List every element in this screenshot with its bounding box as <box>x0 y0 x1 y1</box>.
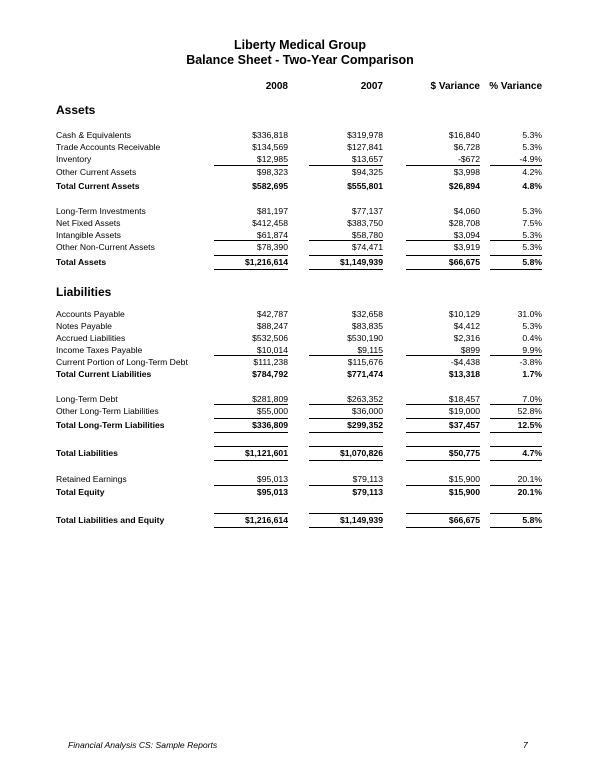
percent-variance: 5.3% <box>522 230 542 240</box>
value-2007: $94,325 <box>309 167 383 177</box>
row-label: Total Current Liabilities <box>56 369 152 379</box>
row-label: Other Current Assets <box>56 167 137 177</box>
dollar-variance: $50,775 <box>406 448 480 458</box>
column-header-2007: 2007 <box>360 81 383 92</box>
value-2008: $95,013 <box>214 487 288 497</box>
value-2008: $134,569 <box>252 142 288 152</box>
dollar-variance: $13,318 <box>448 369 480 379</box>
value-2008: $281,809 <box>252 394 288 404</box>
percent-variance: 4.2% <box>490 167 542 177</box>
value-2007: $83,835 <box>351 321 383 331</box>
total-row <box>0 418 600 430</box>
dollar-variance: $66,675 <box>406 515 480 525</box>
dollar-variance: $15,900 <box>406 487 480 497</box>
dollar-variance: $26,894 <box>448 181 480 191</box>
percent-variance: 1.7% <box>522 369 542 379</box>
row-label: Accounts Payable <box>56 309 125 319</box>
table-row <box>0 472 600 484</box>
value-2007: $13,657 <box>351 154 383 164</box>
table-row <box>0 140 600 152</box>
value-2008: $78,390 <box>214 242 288 252</box>
dollar-variance: $66,675 <box>406 257 480 267</box>
value-2008: $81,197 <box>256 206 288 216</box>
value-2008: $532,506 <box>252 333 288 343</box>
table-row <box>0 228 600 240</box>
value-2008: $412,458 <box>252 218 288 228</box>
percent-variance: -4.9% <box>519 154 542 164</box>
value-2007: $36,000 <box>309 406 383 416</box>
total-row <box>0 367 600 379</box>
percent-variance: 31.0% <box>517 309 542 319</box>
table-row <box>0 216 600 228</box>
column-header-percent-variance: % Variance <box>489 81 542 92</box>
value-2008: $98,323 <box>214 167 288 177</box>
value-2007: $263,352 <box>347 394 383 404</box>
row-label: Total Liabilities and Equity <box>56 515 165 525</box>
row-label: Total Assets <box>56 257 107 267</box>
table-row <box>0 404 600 416</box>
dollar-variance: $3,998 <box>406 167 480 177</box>
row-label: Total Liabilities <box>56 448 118 458</box>
percent-variance: 5.3% <box>490 242 542 252</box>
percent-variance: 5.3% <box>522 321 542 331</box>
value-2007: $115,676 <box>309 357 383 367</box>
value-2008: $42,787 <box>256 309 288 319</box>
percent-variance: 20.1% <box>517 474 542 484</box>
row-label: Retained Earnings <box>56 474 127 484</box>
value-2008: $784,792 <box>252 369 288 379</box>
percent-variance: 5.8% <box>490 515 542 525</box>
value-2007: $1,149,939 <box>309 515 383 525</box>
page-number: 7 <box>523 740 528 750</box>
company-name: Liberty Medical Group <box>234 38 366 52</box>
dollar-variance: $2,316 <box>453 333 480 343</box>
row-label: Trade Accounts Receivable <box>56 142 161 152</box>
value-2007: $74,471 <box>309 242 383 252</box>
value-2007: $32,658 <box>351 309 383 319</box>
row-label: Inventory <box>56 154 92 164</box>
value-2008: $336,818 <box>252 130 288 140</box>
total-row <box>0 446 600 458</box>
row-label: Income Taxes Payable <box>56 345 143 355</box>
column-header-dollar-variance: $ Variance <box>430 81 480 92</box>
dollar-variance: $16,840 <box>448 130 480 140</box>
table-row <box>0 307 600 319</box>
row-label: Current Portion of Long-Term Debt <box>56 357 188 367</box>
row-label: Net Fixed Assets <box>56 218 121 228</box>
value-2008: $12,985 <box>256 154 288 164</box>
row-label: Accrued Liabilities <box>56 333 126 343</box>
value-2007: $79,113 <box>309 487 383 497</box>
section-heading-assets: Assets <box>56 103 96 117</box>
value-2008: $1,216,614 <box>214 515 288 525</box>
row-label: Cash & Equivalents <box>56 130 131 140</box>
total-row <box>0 485 600 497</box>
dollar-variance: $10,129 <box>448 309 480 319</box>
total-row <box>0 513 600 525</box>
value-2007: $79,113 <box>352 474 383 484</box>
dollar-variance: $6,728 <box>453 142 480 152</box>
value-2007: $555,801 <box>347 181 383 191</box>
percent-variance: -3.8% <box>490 357 542 367</box>
table-row <box>0 240 600 252</box>
total-row <box>0 255 600 267</box>
dollar-variance: -$4,438 <box>406 357 480 367</box>
value-2008: $95,013 <box>256 474 288 484</box>
value-2008: $88,247 <box>256 321 288 331</box>
percent-variance: 52.8% <box>490 406 542 416</box>
percent-variance: 0.4% <box>522 333 542 343</box>
value-2007: $77,137 <box>351 206 383 216</box>
value-2007: $319,978 <box>347 130 383 140</box>
value-2008: $55,000 <box>214 406 288 416</box>
row-label: Notes Payable <box>56 321 112 331</box>
percent-variance: 4.7% <box>490 448 542 458</box>
percent-variance: 5.3% <box>522 142 542 152</box>
value-2007: $1,070,826 <box>309 448 383 458</box>
table-row <box>0 165 600 177</box>
percent-variance: 4.8% <box>522 181 542 191</box>
table-row <box>0 331 600 343</box>
row-label: Total Long-Term Liabilities <box>56 420 165 430</box>
table-row <box>0 204 600 216</box>
dollar-variance: $19,000 <box>406 406 480 416</box>
dollar-variance: $4,060 <box>453 206 480 216</box>
dollar-variance: $15,900 <box>448 474 480 484</box>
dollar-variance: $37,457 <box>406 420 480 430</box>
value-2008: $10,014 <box>256 345 288 355</box>
row-label: Total Equity <box>56 487 105 497</box>
row-label: Long-Term Investments <box>56 206 146 216</box>
dollar-variance: $4,412 <box>453 321 480 331</box>
value-2008: $1,216,614 <box>214 257 288 267</box>
table-row <box>0 343 600 355</box>
value-2007: $1,149,939 <box>309 257 383 267</box>
dollar-variance: -$672 <box>458 154 480 164</box>
value-2007: $299,352 <box>309 420 383 430</box>
report-title: Balance Sheet - Two-Year Comparison <box>186 53 414 67</box>
value-2008: $582,695 <box>252 181 288 191</box>
value-2008: $61,874 <box>256 230 288 240</box>
dollar-variance: $18,457 <box>448 394 480 404</box>
dollar-variance: $3,094 <box>453 230 480 240</box>
dollar-variance: $899 <box>460 345 480 355</box>
table-row <box>0 128 600 140</box>
total-row <box>0 179 600 191</box>
percent-variance: 9.9% <box>522 345 542 355</box>
row-label: Other Non-Current Assets <box>56 242 155 252</box>
percent-variance: 5.8% <box>490 257 542 267</box>
value-2008: $111,238 <box>214 357 288 367</box>
dollar-variance: $3,919 <box>406 242 480 252</box>
table-row <box>0 392 600 404</box>
row-label: Intangible Assets <box>56 230 121 240</box>
column-header-2008: 2008 <box>265 81 288 92</box>
percent-variance: 12.5% <box>490 420 542 430</box>
percent-variance: 7.0% <box>522 394 542 404</box>
value-2007: $9,115 <box>357 345 383 355</box>
value-2007: $383,750 <box>347 218 383 228</box>
value-2008: $1,121,601 <box>214 448 288 458</box>
percent-variance: 7.5% <box>522 218 542 228</box>
value-2007: $530,190 <box>347 333 383 343</box>
value-2007: $771,474 <box>347 369 383 379</box>
section-heading-liabilities: Liabilities <box>56 285 112 299</box>
row-label: Total Current Assets <box>56 181 140 191</box>
table-row <box>0 355 600 367</box>
table-row <box>0 152 600 164</box>
value-2008: $336,809 <box>214 420 288 430</box>
dollar-variance: $28,708 <box>448 218 480 228</box>
row-label: Long-Term Debt <box>56 394 118 404</box>
percent-variance: 5.3% <box>522 130 542 140</box>
footer-caption: Financial Analysis CS: Sample Reports <box>68 740 218 750</box>
value-2007: $127,841 <box>347 142 383 152</box>
row-label: Other Long-Term Liabilities <box>56 406 159 416</box>
table-row <box>0 319 600 331</box>
percent-variance: 5.3% <box>522 206 542 216</box>
value-2007: $58,780 <box>351 230 383 240</box>
percent-variance: 20.1% <box>490 487 542 497</box>
